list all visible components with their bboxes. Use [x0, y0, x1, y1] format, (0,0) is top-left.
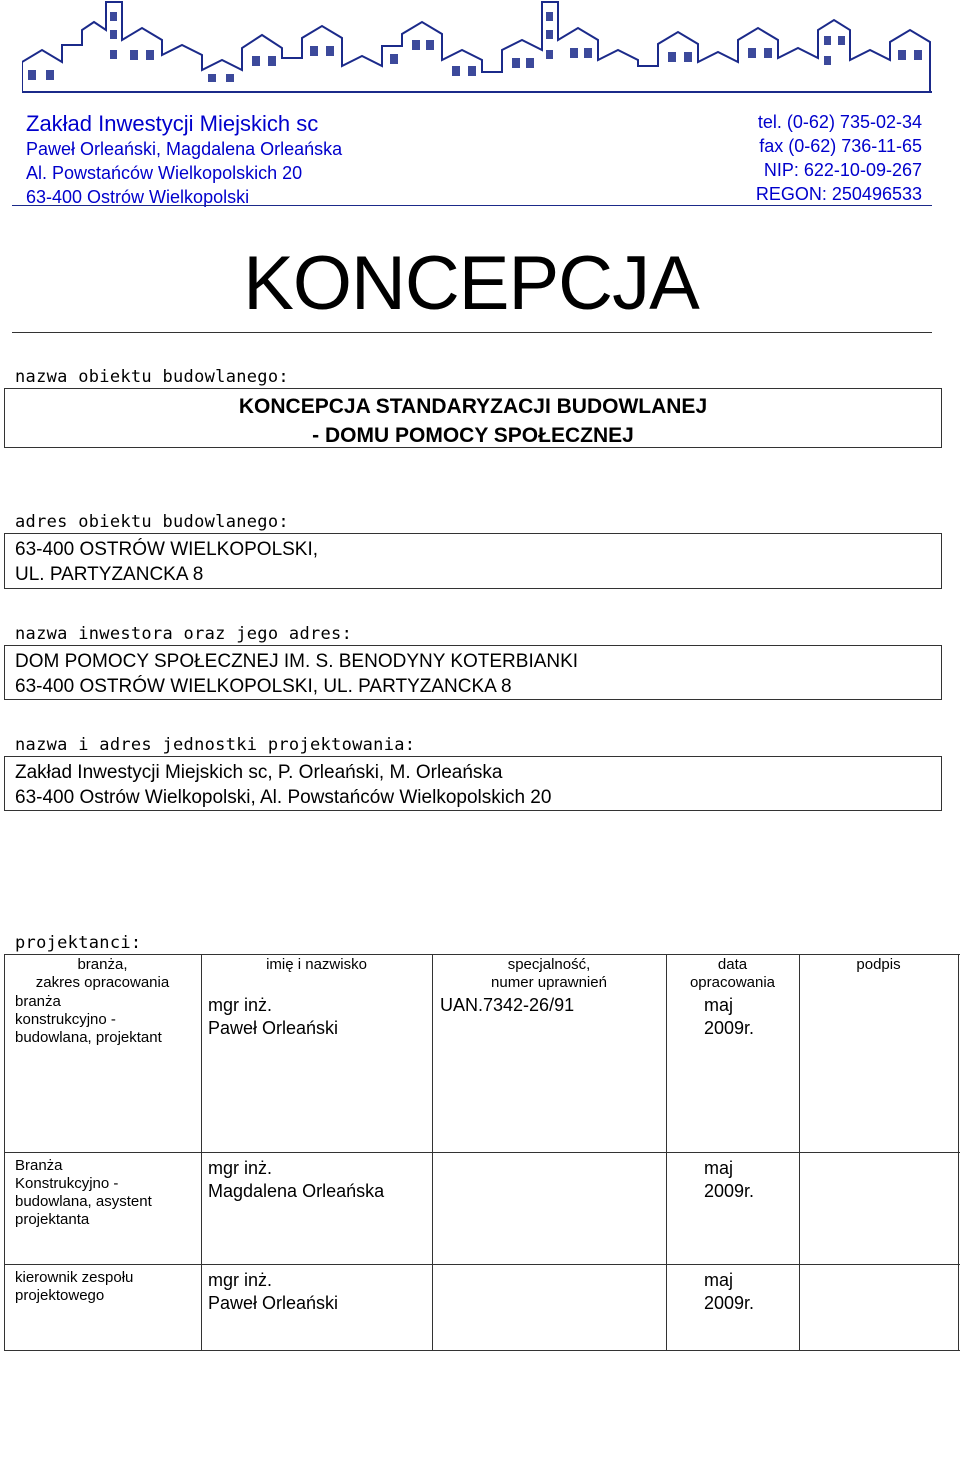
row2-date-line1: maj — [704, 1158, 734, 1178]
designers-table — [4, 954, 960, 1350]
investor-line1: DOM POMOCY SPOŁECZNEJ IM. S. BENODYNY KOTERBIANKI — [15, 651, 579, 672]
title-divider — [12, 332, 932, 333]
row1-role-line2: konstrukcyjno - — [15, 1011, 116, 1028]
document-title: KONCEPCJA — [243, 241, 699, 326]
row2-role — [15, 1157, 152, 1229]
header-date-line1: data — [717, 956, 748, 973]
contact-info — [756, 110, 922, 206]
design-unit-line1: Zakład Inwestycji Miejskich sc, P. Orleański, M. Orleańska — [15, 762, 503, 783]
regon: REGON: 250496533 — [755, 184, 922, 204]
row1-date-line1: maj — [704, 995, 734, 1015]
design-unit-box — [4, 756, 942, 811]
header-date — [666, 956, 799, 992]
row1-name-line2: Paweł Orleański — [208, 1018, 339, 1038]
company-city: 63-400 Ostrów Wielkopolski — [26, 187, 250, 207]
row3-date-line2: 2009r. — [704, 1293, 755, 1313]
design-unit-label: nazwa i adres jednostki projektowania: — [15, 735, 416, 755]
object-name-box — [4, 388, 942, 448]
header-specialty-line1: specjalność, — [507, 956, 591, 973]
row1-role — [15, 993, 162, 1047]
row3-role-line1: kierownik zespołu — [15, 1269, 134, 1286]
phone: tel. (0-62) 735-02-34 — [757, 112, 922, 132]
row1-name-line1: mgr inż. — [208, 995, 273, 1015]
designers-label: projektanci: — [15, 933, 142, 953]
object-name-line1: KONCEPCJA STANDARYZACJI BUDOWLANEJ — [238, 395, 708, 418]
investor-label: nazwa inwestora oraz jego adres: — [15, 624, 353, 644]
row1-name — [208, 994, 338, 1040]
row2-role-line2: Konstrukcyjno - — [15, 1175, 119, 1192]
row2-name-line1: mgr inż. — [208, 1158, 273, 1178]
row1-date-line2: 2009r. — [704, 1018, 755, 1038]
object-address-line2: UL. PARTYZANCKA 8 — [15, 564, 204, 585]
header-branza-line2: zakres opracowania — [35, 974, 170, 991]
company-info — [26, 110, 342, 209]
row1-date — [704, 994, 754, 1040]
nip: NIP: 622-10-09-267 — [763, 160, 922, 180]
row2-date — [704, 1157, 754, 1203]
row2-role-line3: budowlana, asystent — [15, 1193, 152, 1210]
company-owners: Paweł Orleański, Magdalena Orleańska — [26, 139, 343, 159]
row1-role-line3: budowlana, projektant — [15, 1029, 162, 1046]
header-divider — [12, 205, 932, 206]
object-address-label: adres obiektu budowlanego: — [15, 512, 289, 532]
row2-date-line2: 2009r. — [704, 1181, 755, 1201]
object-name-line2: - DOMU POMOCY SPOŁECZNEJ — [312, 424, 634, 447]
row2-role-line4: projektanta — [15, 1211, 90, 1228]
row2-name-line2: Magdalena Orleańska — [208, 1181, 385, 1201]
row1-role-line1: branża — [15, 993, 61, 1010]
city-skyline-icon — [22, 0, 932, 100]
object-address-box — [4, 533, 942, 589]
row2-name — [208, 1157, 384, 1203]
row3-role — [15, 1269, 133, 1305]
row3-name-line2: Paweł Orleański — [208, 1293, 339, 1313]
fax: fax (0-62) 736-11-65 — [759, 136, 922, 156]
row3-name-line1: mgr inż. — [208, 1270, 273, 1290]
row3-role-line2: projektowego — [15, 1287, 105, 1304]
row3-date — [704, 1269, 754, 1315]
company-name: Zakład Inwestycji Miejskich sc — [26, 111, 319, 136]
header-specialty — [432, 956, 666, 992]
design-unit-line2: 63-400 Ostrów Wielkopolski, Al. Powstańców Wielkopolskich 20 — [15, 787, 552, 808]
object-address-line1: 63-400 OSTRÓW WIELKOPOLSKI, — [15, 539, 319, 560]
header-branza-line1: branża, — [77, 956, 128, 973]
header-date-line2: opracowania — [689, 974, 776, 991]
header-name: imię i nazwisko — [266, 956, 367, 973]
investor-box — [4, 645, 942, 700]
company-street: Al. Powstańców Wielkopolskich 20 — [26, 163, 303, 183]
header-signature: podpis — [856, 956, 901, 973]
row2-role-line1: Branża — [15, 1157, 63, 1174]
row1-license: UAN.7342-26/91 — [440, 995, 575, 1015]
investor-line2: 63-400 OSTRÓW WIELKOPOLSKI, UL. PARTYZANCKA 8 — [15, 676, 512, 697]
header-branza — [4, 956, 201, 992]
row3-name — [208, 1269, 338, 1315]
header-specialty-line2: numer uprawnień — [491, 974, 607, 991]
object-name-label: nazwa obiektu budowlanego: — [15, 367, 289, 387]
row3-date-line1: maj — [704, 1270, 734, 1290]
